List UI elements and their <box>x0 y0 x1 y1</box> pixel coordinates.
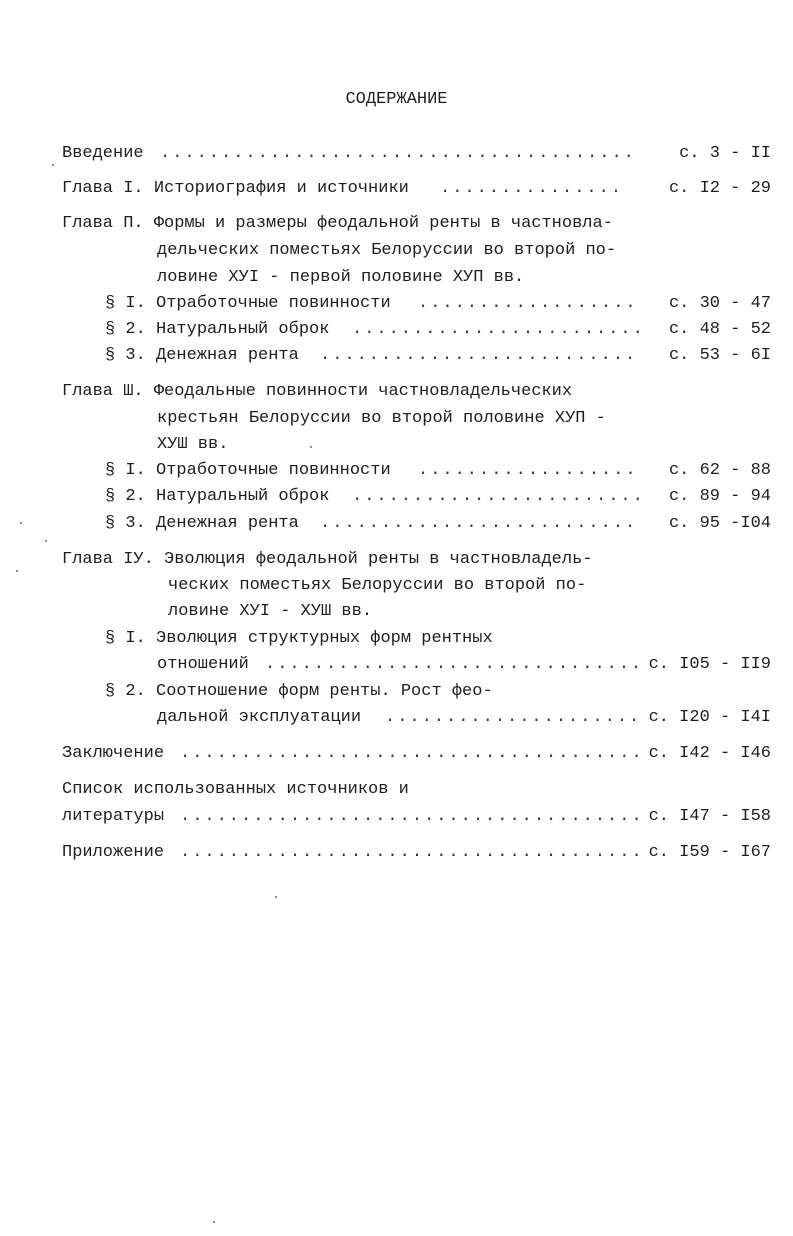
dot-leader <box>352 320 640 340</box>
page-range: с. 89 - 94 <box>668 487 771 506</box>
dot-leader <box>160 144 640 164</box>
toc-entry-4-1-line-2: отношений <box>157 655 249 674</box>
toc-entry-chapter-3-line-2: крестьян Белоруссии во второй половине ХУП - <box>157 409 606 428</box>
dot-leader <box>320 346 640 366</box>
dot-leader <box>440 179 625 199</box>
scan-speck <box>20 522 22 524</box>
toc-entry-chapter-4-line-3: ловине ХУI - ХУШ вв. <box>168 602 373 621</box>
page-range: с. 95 -I04 <box>668 514 771 533</box>
scan-speck <box>275 896 277 898</box>
dot-leader <box>418 461 640 481</box>
toc-entry-conclusion: Заключение <box>62 744 165 763</box>
toc-entry-chapter-4-line-1: Глава IУ. Эволюция феодальной ренты в частновладель- <box>62 550 593 569</box>
dot-leader <box>180 807 640 827</box>
toc-entry-2-2: § 2. Натуральный оброк <box>105 320 330 339</box>
toc-entry-chapter-3-line-1: Глава Ш. Феодальные повинности частновладельческих <box>62 382 573 401</box>
toc-entry-3-1: § I. Отработочные повинности <box>105 461 391 480</box>
toc-entry-3-3: § 3. Денежная рента <box>105 514 299 533</box>
dot-leader <box>265 655 640 675</box>
page-range: с. I42 - I46 <box>648 744 771 763</box>
toc-entry-4-1-line-1: § I. Эволюция структурных форм рентных <box>105 629 493 648</box>
toc-entry-introduction: Введение <box>62 144 144 163</box>
page-range: с. I59 - I67 <box>648 843 771 862</box>
page-range: с. 30 - 47 <box>668 294 771 313</box>
page-range: с. 62 - 88 <box>668 461 771 480</box>
toc-entry-bibliography-line-2: литературы <box>62 807 165 826</box>
dot-leader <box>385 708 640 728</box>
toc-entry-chapter-1: Глава I. Историография и источники <box>62 179 409 198</box>
dot-leader <box>352 487 640 507</box>
toc-entry-bibliography-line-1: Список использованных источников и <box>62 780 409 799</box>
toc-entry-appendix: Приложение <box>62 843 165 862</box>
toc-entry-chapter-3-line-3: ХУШ вв. <box>157 435 229 454</box>
dot-leader <box>418 294 640 314</box>
page-range: с. I20 - I4I <box>648 708 771 727</box>
toc-entry-2-3: § 3. Денежная рента <box>105 346 299 365</box>
dot-leader <box>180 744 640 764</box>
toc-entry-chapter-4-line-2: ческих поместьях Белоруссии во второй по- <box>168 576 587 595</box>
page-range: с. I05 - II9 <box>648 655 771 674</box>
scan-speck <box>16 570 18 572</box>
page-range: с. 53 - 6I <box>668 346 771 365</box>
toc-entry-4-2-line-1: § 2. Соотношение форм ренты. Рост фео- <box>105 682 493 701</box>
scan-speck <box>45 540 47 542</box>
toc-entry-chapter-2-line-1: Глава П. Формы и размеры феодальной ренты в частновла- <box>62 214 613 233</box>
page-range: с. I2 - 29 <box>668 179 771 198</box>
toc-entry-chapter-2-line-3: ловине ХУI - первой половине ХУП вв. <box>157 268 525 287</box>
page-range: с. I47 - I58 <box>648 807 771 826</box>
toc-entry-chapter-2-line-2: дельческих поместьях Белоруссии во второй по- <box>157 241 617 260</box>
scan-speck <box>310 446 312 448</box>
toc-entry-4-2-line-2: дальной эксплуатации <box>157 708 362 727</box>
dot-leader <box>320 514 640 534</box>
page-title: СОДЕРЖАНИЕ <box>345 90 448 109</box>
scan-speck <box>213 1221 215 1223</box>
page-range: с. 3 - II <box>679 144 771 163</box>
scan-speck <box>52 164 54 166</box>
toc-entry-2-1: § I. Отработочные повинности <box>105 294 391 313</box>
toc-entry-3-2: § 2. Натуральный оброк <box>105 487 330 506</box>
page-range: с. 48 - 52 <box>668 320 771 339</box>
dot-leader <box>180 843 640 863</box>
